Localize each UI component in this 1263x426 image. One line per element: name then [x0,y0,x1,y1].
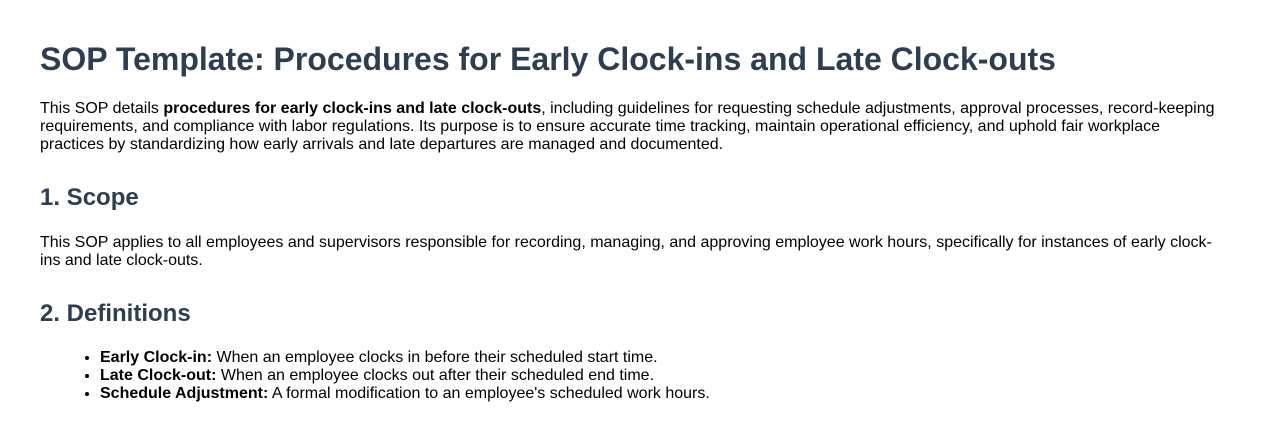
definition-term: Early Clock-in: [100,349,213,366]
definition-text: When an employee clocks out after their scheduled end time. [216,367,655,384]
intro-text-start: This SOP details [40,100,164,117]
intro-paragraph [40,100,1223,154]
scope-paragraph: This SOP applies to all employees and supervisors responsible for recording, managing, and approving employee work hours, specifically for instances of early clock-ins and late clock-outs. [40,234,1212,269]
definition-item-schedule-adjustment [100,385,1223,403]
intro-text-end: , including guidelines for requesting schedule adjustments, approval processes, record-keeping requirements, and compliance with labor regulations. Its purpose is to ensure accurate time tracking, maintain operational efficiency, and uphold fair workplace practices by standardizing how early arrivals and late departures are managed and documented. [40,100,1215,153]
definition-text: A formal modification to an employee's scheduled work hours. [268,385,710,402]
definition-term: Schedule Adjustment: [100,385,269,402]
definition-item-early-clock-in [100,349,1223,367]
definition-term: Late Clock-out: [100,367,217,384]
definition-item-late-clock-out [100,367,1223,385]
page-title: SOP Template: Procedures for Early Clock-ins and Late Clock-outs [40,41,1056,77]
definition-text: When an employee clocks in before their scheduled start time. [212,349,658,366]
intro-bold-phrase: procedures for early clock-ins and late clock-outs [163,100,542,117]
definitions-list [40,349,1223,403]
scope-heading: 1. Scope [40,184,139,211]
definitions-heading: 2. Definitions [40,300,191,327]
